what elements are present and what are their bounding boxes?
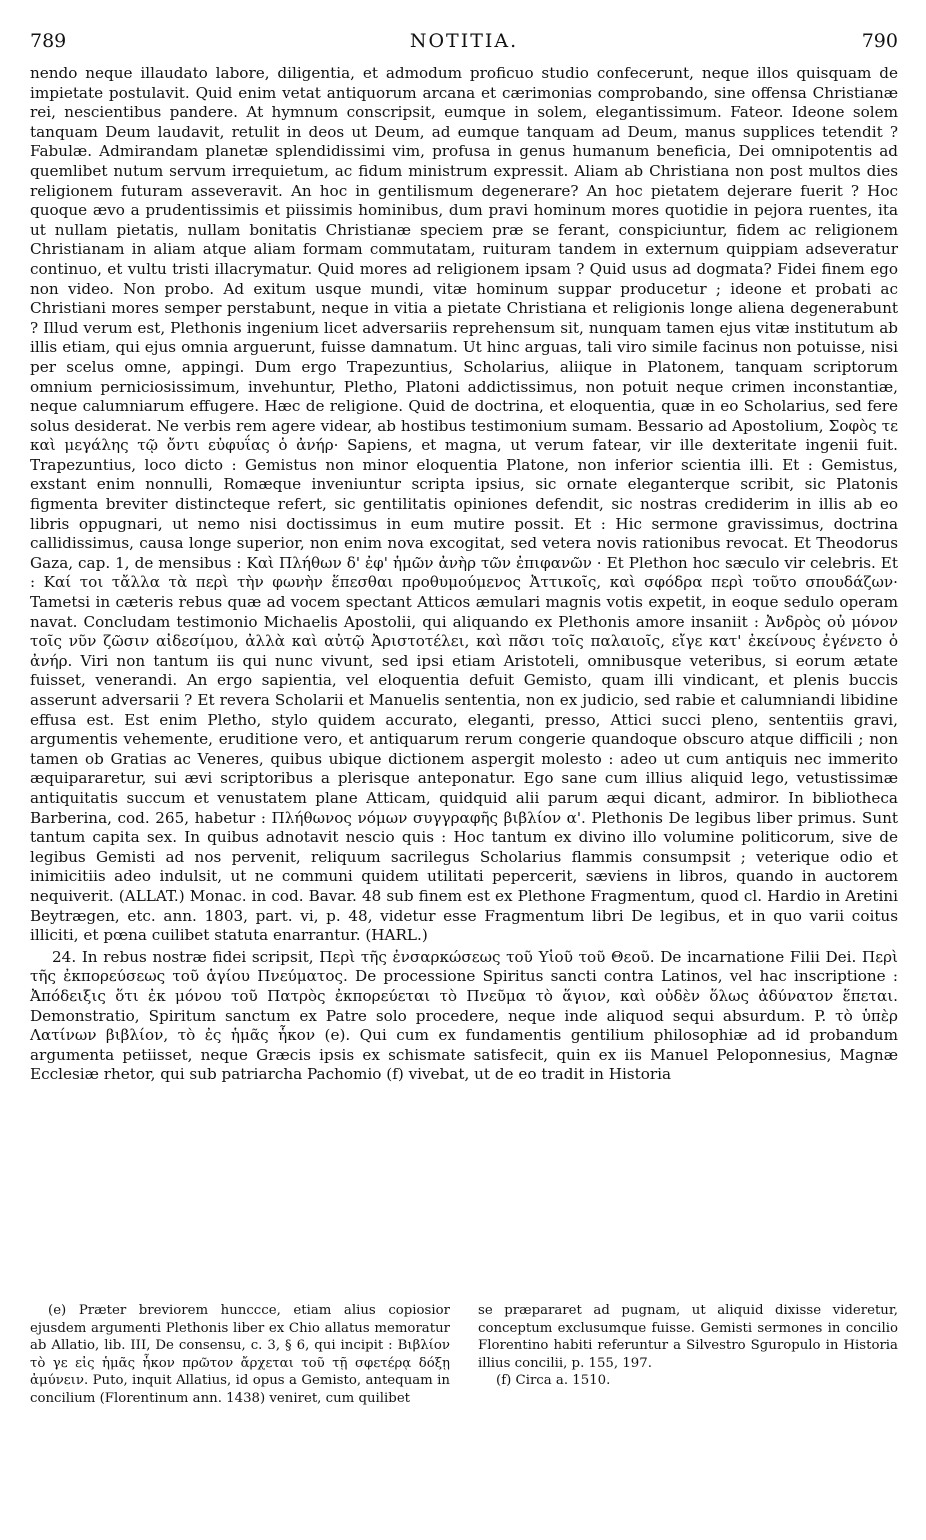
page [30,30,898,1085]
right-page-number: 790 [861,30,898,52]
footnote-e-continued: se præpararet ad pugnam, ut aliquid dixisse videretur, conceptum exclusumque fuisse. Gemisti sermones in concilio Florentino habiti referuntur a Silvestro Sguropulo in Historia illius concilii, p. 155, 197. [478,1303,898,1371]
footnote-column-left [30,1302,450,1407]
main-text [30,64,898,1085]
paragraph: nendo neque illaudato labore, diligentia, et admodum proficuo studio confecerunt, neque illos quisquam de impietate postulavit. Quid enim vetat antiquorum arcana et cærimonias comprobando, sine offensa Christianæ rei, nescientibus pandere. At hymnum conscripsit, eumque in solem, elegantissimum. Fateor. Ideone solem tanquam Deum laudavit, retulit in deos ut Deum, ad eumque tanquam ad Deum, manus supplices tetendit ? Fabulæ. Admirandam planetæ splendidissimi vim, profusa in genus humanum beneficia, Dei omnipotentis ad quemlibet nutum servum irrequietum, ac fidum ministrum expressit. Aliam ab Christiana non post multos dies religionem futuram asseveravit. An hoc in gentilismum degenerare? An hoc pietatem dejerare fuerit ? Hoc quoque ævo a prudentissimis et piissimis hominibus, dum pravi hominum mores quotidie in pejora ruentes, ita ut nullam pietatis, nullam bonitatis Christianæ speciem præ se ferant, conspiciuntur, fidem ac religionem Christianam in aliam atque aliam formam commutatam, ruituram tandem in externum quippiam adseveratur continuo, et vultu tristi illacrymatur. Quid mores ad religionem ipsam ? Quid usus ad dogmata? Fidei finem ego non video. Non probo. Ad exitum usque mundi, vitæ hominum suppar producetur ; ideone et probati ac Christiani mores semper perstabunt, neque in vitia a pietate Christiana et religionis longe aliena degenerabunt ? Illud verum est, Plethonis ingenium licet adversariis reprehensum sit, nunquam tamen ejus vitæ institutum ab illis etiam, qui ejus omnia arguerunt, fuisse damnatum. Ut hinc arguas, tali viro similе facinus non potuisse, nisi per scelus omne, appingi. Dum ergo Trapezuntius, Scholarius, aliique in Platonem, tanquam scriptorum omnium perniciosissimum, invehuntur, Pletho, Platoni addictissimus, non potuit neque crimen inconstantiæ, neque calumniarum effugere. Hæc de religione. Quid de doctrina, et eloquentia, quæ in eo Scholarius, sed fere solus desiderat. Ne verbis rem agere videar, ab hostibus testimonium sumam. Bessario ad Apostolium, Σοφὸς τε καὶ μεγάλης τῷ ὄντι εὐφυΐας ὁ ἀνήρ· Sapiens, et magna, ut verum fatear, vir ille dexteritate ingenii fuit. Trapezuntius, loco dicto : Gemistus non minor eloquentia Platone, non inferior scientia illi. Et : Gemistus, exstant enim nonnulli, Romæque inveniuntur scripta ipsius, sic ornate eleganterque scribit, sic Platonis figmenta breviter distincteque refert, sic gentilitatis opiniones defendit, sic nostras crediderim in illis ab eo libris oppugnari, ut nemo nisi doctissimus in eum mutire possit. Et : Hic sermone gravissimus, doctrina callidissimus, causa longe superior, non enim nova excogitat, sed vetera novis rationibus revocat. Et Theodorus Gaza, cap. 1, de mensibus : Καὶ Πλήθων δ' ἐφ' ἡμῶν ἀνὴρ τῶν ἐπιφανῶν · Et Plethon hoc sæculo vir celebris. Et : Καί τοι τἄλλα τὰ περὶ τὴν φωνὴν ἕπεσθαι προθυμούμενος Ἀττικοῖς, καὶ σφόδρα περὶ τοῦτο σπουδάζων· Tametsi in cæteris rebus quæ ad vocem spectant Atticos æmulari magnis votis expetit, in eoque sedulo operam navat. Concludam testimonio Michaelis Apostolii, qui aliquando ex Plethonis amore insaniit : Ἀνδρὸς οὐ μόνον τοῖς νῦν ζῶσιν αἰδεσίμου, ἀλλὰ καὶ αὐτῷ Ἀριστοτέλει, καὶ πᾶσι τοῖς παλαιοῖς, εἴγε κατ' ἐκείνους ἐγένετο ὁ ἀνήρ. Viri non tantum iis qui nunc vivunt, sed ipsi etiam Aristoteli, omnibusque veteribus, si eorum ætate fuisset, venerandi. An ergo sapientia, vel eloquentia defuit Gemisto, quam illi vindicant, et plenis buccis asserunt adversarii ? Et revera Scholarii et Manuelis sententia, non ex judicio, sed rabie et calumniandi libidine effusa est. Est enim Pletho, stylo quidem accurato, eleganti, presso, Attici succi pleno, sententiis gravi, argumentis vehemente, eruditione vero, et antiquarum rerum congerie quandoque obscuro atque difficili ; non tamen ob Gratias ac Veneres, quibus ubique dictionem aspergit molesto : adeo ut cum antiquis nec immerito æquipararetur, sui ævi scriptoribus a plerisque anteponatur. Ego sane cum illius aliquid lego, vetustissimæ antiquitatis succum et venustatem plane Atticam, quidquid alii parum æqui dicant, admiror. In bibliotheca Barberina, cod. 265, habetur : Πλήθωνος νόμων συγγραφῆς βιβλίον α'. Plethonis De legibus liber primus. Sunt tantum capita sex. In quibus adnotavit nescio quis : Hoc tantum ex divino illo volumine politicorum, sive de legibus Gemisti ad nos pervenit, reliquum sacrilegus Scholarius flammis consumpsit ; veterique odio et inimicitiis adeo indulsit, ut ne communi quidem utilitati pepercerit, sæviens in libros, quando in auctorem nequiverit. (ALLAT.) Monac. in cod. Bavar. 48 sub finem est ex Plethone Fragmentum, quod cl. Hardio in Aretini Beytrægen, etc. ann. 1803, part. vi, p. 48, videtur esse Fragmentum libri De legibus, et in quo varii coitus illiciti, et pœna cuilibet statuta enarrantur. (HARL.) [30,64,898,945]
footnote-e: (e) Præter breviorem hunccce, etiam alius copiosior ejusdem argumenti Plethonis liber ex Chio allatus memoratur ab Allatio, lib. III, De consensu, c. 3, § 6, qui incipit : Βιβλίον τὸ γε εἰς ἡμᾶς ἧκον πρῶτον ἄρχεται τοῦ τῇ σφετέρᾳ δόξῃ ἀμύνειν. Puto, inquit Allatius, id opus a Gemisto, antequam in concilium (Florentinum ann. 1438) veniret, cum quilibet [30,1303,450,1406]
footnote-column-right [478,1302,898,1407]
paragraph: 24. In rebus nostræ fidei scripsit, Περὶ τῆς ἐνσαρκώσεως τοῦ Υἱοῦ τοῦ Θεοῦ. De incarnatione Filii Dei. Περὶ τῆς ἐκπορεύσεως τοῦ ἁγίου Πνεύματος. De processione Spiritus sancti contra Latinos, vel hac inscriptione : Ἀπόδειξις ὅτι ἐκ μόνου τοῦ Πατρὸς ἐκπορεύεται τὸ Πνεῦμα τὸ ἅγιον, καὶ οὐδὲν ὅλως ἀδύνατον ἕπεται. Demonstratio, Spiritum sanctum ex Patre solo procedere, neque inde aliquod sequi absurdum. P. τὸ ὑπὲρ Λατίνων βιβλίον, τὸ ἐς ἡμᾶς ἧκον (e). Qui cum ex fundamentis gentilium philosophiæ ad id probandum argumenta petiisset, neque Græcis ipsis ex schismate satisfecit, quin ex iis Manuel Peloponnesius, Magnæ Ecclesiæ rhetor, qui sub patriarcha Pachomio (f) vivebat, ut de eo tradit in Historia [30,947,898,1084]
footnote-f: (f) Circa a. 1510. [496,1373,611,1388]
running-title: NOTITIA. [409,30,519,52]
running-header [30,30,898,64]
left-page-number: 789 [30,30,67,52]
footnotes [30,1302,898,1407]
